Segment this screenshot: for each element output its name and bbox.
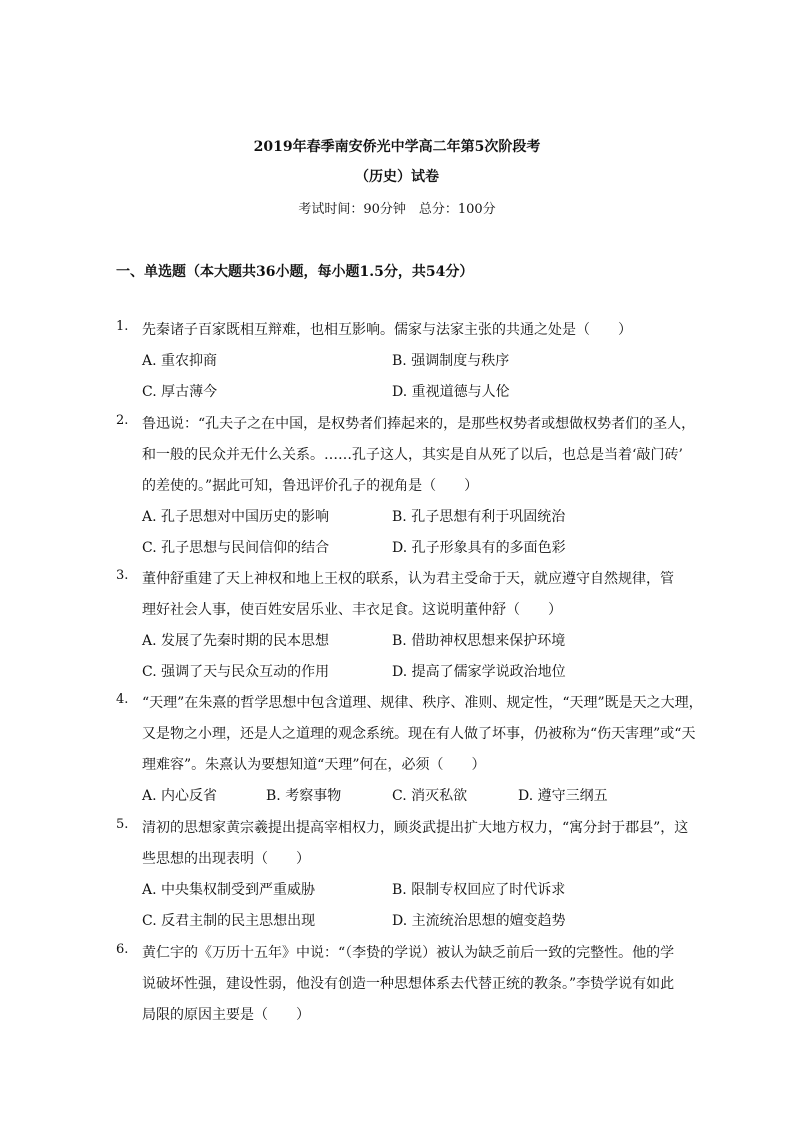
option-b: B. 限制专权回应了时代诉求 [392,882,566,898]
option-a: A. 内心反省 [142,788,218,804]
option-c: C. 孔子思想与民间信仰的结合 [142,540,330,556]
question-text: 些思想的出现表明（ ） [142,851,310,867]
question-text: 理难容”。朱熹认为要想知道“天理”何在，必须（ ） [142,757,486,773]
option-d: D. 孔子形象具有的多面色彩 [392,540,566,556]
question-text: 鲁迅说：“孔夫子之在中国，是权势者们捧起来的，是那些权势者或想做权势者们的圣人， [142,416,696,432]
option-d: D. 提高了儒家学说政治地位 [392,664,566,680]
option-b: B. 孔子思想有利于巩固统治 [392,509,566,525]
option-a: A. 发展了先秦时期的民本思想 [142,633,330,649]
question-text: 理好社会人事，使百姓安居乐业、丰衣足食。这说明董仲舒（ ） [142,602,562,618]
question-text: 的差使的。”据此可知，鲁迅评价孔子的视角是（ ） [142,478,479,494]
option-a: A. 孔子思想对中国历史的影响 [142,509,330,525]
exam-title: 2019年春季南安侨光中学高二年第5次阶段考 [253,139,541,155]
question-text: 董仲舒重建了天上神权和地上王权的联系，认为君主受命于天，就应遵守自然规律，管 [142,571,674,587]
option-b: B. 强调制度与秩序 [392,353,510,369]
option-c: C. 厚古薄今 [142,384,218,400]
option-c: C. 强调了天与民众互动的作用 [142,664,330,680]
question-number: 2. [116,413,129,428]
exam-meta: 考试时间：90分钟 总分：100分 [298,202,496,217]
option-d: D. 遵守三纲五 [518,788,608,804]
option-d: D. 主流统治思想的嬗变趋势 [392,913,566,929]
question-number: 3. [116,568,129,583]
question-text: 黄仁宇的《万历十五年》中说：“（李贽的学说）被认为缺乏前后一致的完整性。他的学 [142,945,675,961]
exam-subtitle: （历史）试卷 [355,169,439,185]
question-number: 5. [116,817,129,832]
question-number: 4. [116,692,129,707]
option-b: B. 考察事物 [266,788,342,804]
question-number: 1. [116,319,129,334]
option-b: B. 借助神权思想来保护环境 [392,633,566,649]
question-text: 先秦诸子百家既相互辩难，也相互影响。儒家与法家主张的共通之处是（ ） [142,322,632,338]
question-text: 和一般的民众并无什么关系。……孔子这人，其实是自从死了以后，也总是当着‘敲门砖’ [142,447,683,463]
question-text: 清初的思想家黄宗羲提出提高宰相权力，顾炎武提出扩大地方权力，“寓分封于郡县”，这 [142,820,689,836]
question-number: 6. [116,942,129,957]
question-text: 局限的原因主要是（ ） [142,1007,310,1023]
option-a: A. 重农抑商 [142,353,218,369]
option-d: D. 重视道德与人伦 [392,384,510,400]
question-text: 说破坏性强，建设性弱，他没有创造一种思想体系去代替正统的教条。”李贽学说有如此 [142,976,675,992]
option-a: A. 中央集权制受到严重威胁 [142,882,316,898]
option-c: C. 消灭私欲 [392,788,468,804]
option-c: C. 反君主制的民主思想出现 [142,913,316,929]
section-title: 一、单选题（本大题共36小题，每小题1.5分，共54分） [116,264,474,280]
question-text: “天理”在朱熹的哲学思想中包含道理、规律、秩序、准则、规定性，“天理”既是天之大理， [142,695,703,711]
question-text: 又是物之小理，还是人之道理的观念系统。现在有人做了坏事，仍被称为“伤天害理”或“天 [142,726,696,742]
